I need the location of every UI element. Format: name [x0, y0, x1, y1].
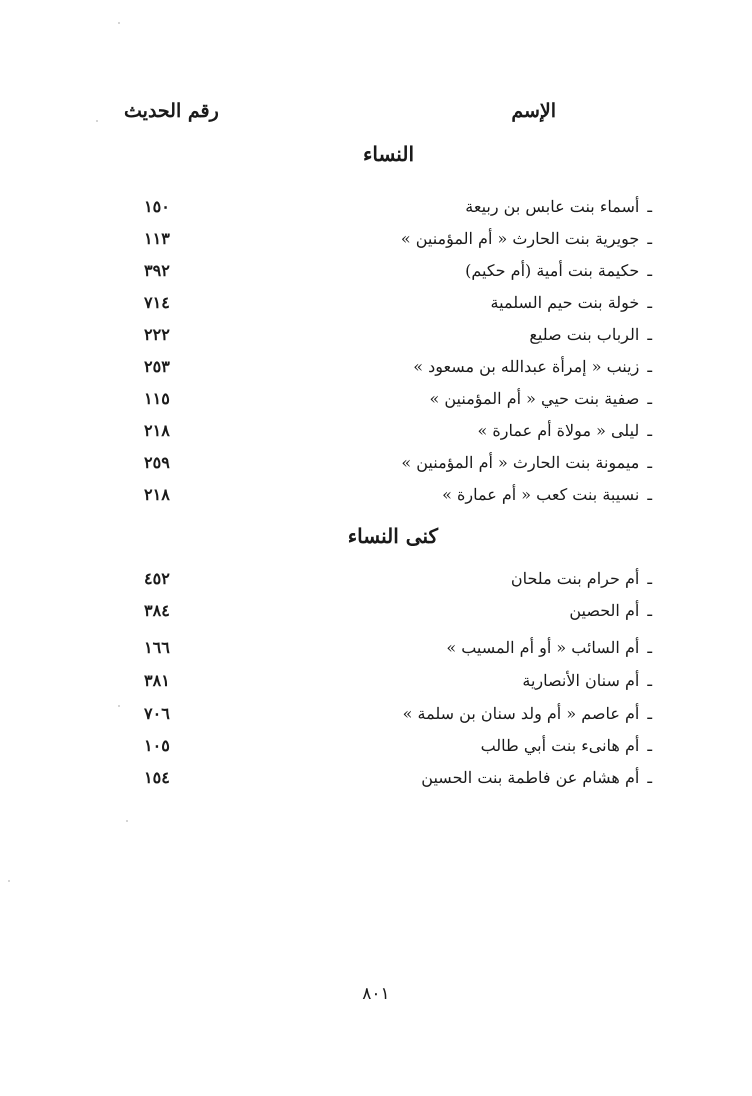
entry-number: ٢١٨ [144, 421, 170, 440]
list-item [0, 225, 752, 253]
entry-name [446, 634, 652, 662]
entry-name [465, 257, 652, 285]
entry-name-text: ميمونة بنت الحارث « أم المؤمنين » [401, 453, 640, 472]
entry-number: ٧١٤ [144, 293, 170, 312]
entry-name [413, 353, 652, 381]
dash-marker: ـ [647, 325, 652, 344]
entry-name [491, 289, 652, 317]
list-item [0, 667, 752, 695]
list-item [0, 193, 752, 221]
entry-name [465, 193, 652, 221]
dash-marker: ـ [647, 736, 652, 755]
entry-number: ٢١٨ [144, 485, 170, 504]
list-item [0, 353, 752, 381]
entry-name [477, 417, 652, 445]
list-item [0, 597, 752, 625]
entry-name-text: أم حرام بنت ملحان [510, 569, 640, 588]
entry-name-text: جويرية بنت الحارث « أم المؤمنين » [400, 229, 640, 248]
page-number: ٨٠١ [362, 984, 390, 1004]
list-item [0, 700, 752, 728]
list-item [0, 634, 752, 662]
dash-marker: ـ [647, 569, 652, 588]
entry-number: ١١٣ [144, 229, 170, 248]
entry-number: ١٠٥ [144, 736, 170, 755]
scan-speck [118, 705, 120, 707]
entry-number: ١١٥ [144, 389, 170, 408]
scan-speck [126, 820, 128, 822]
list-item [0, 764, 752, 792]
entry-name [529, 321, 652, 349]
list-item [0, 321, 752, 349]
entry-number: ١٦٦ [144, 638, 170, 657]
entry-name-text: أم هانىء بنت أبي طالب [480, 736, 640, 755]
entry-name-text: خولة بنت حيم السلمية [490, 293, 640, 312]
section-title-women: النساء [362, 142, 414, 166]
entry-name [401, 449, 652, 477]
scan-speck [96, 120, 98, 122]
list-item [0, 417, 752, 445]
entry-name-text: أسماء بنت عابس بن ربيعة [465, 197, 640, 216]
entry-number: ٤٥٢ [144, 569, 170, 588]
dash-marker: ـ [647, 704, 652, 723]
entry-name-text: نسيبة بنت كعب « أم عمارة » [442, 485, 640, 504]
dash-marker: ـ [647, 768, 652, 787]
dash-marker: ـ [647, 601, 652, 620]
entry-name [442, 481, 652, 509]
entry-name-text: زينب « إمرأة عبدالله بن مسعود » [413, 357, 640, 376]
entry-name [421, 764, 652, 792]
entry-name-text: أم السائب « أو أم المسيب » [446, 638, 640, 657]
entry-number: ٣٩٢ [144, 261, 170, 280]
entry-name [481, 732, 652, 760]
entry-name-text: أم الحصين [569, 601, 640, 620]
entry-number: ٧٠٦ [144, 704, 170, 723]
list-item [0, 449, 752, 477]
scan-speck [118, 22, 120, 24]
dash-marker: ـ [647, 671, 652, 690]
entry-name [403, 700, 652, 728]
dash-marker: ـ [647, 453, 652, 472]
entry-number: ٢٥٩ [144, 453, 170, 472]
entry-name-text: حكيمة بنت أمية (أم حكيم) [465, 261, 640, 280]
dash-marker: ـ [647, 197, 652, 216]
entry-number: ٣٨١ [144, 671, 170, 690]
hadith-number-column-header: رقم الحديث [124, 100, 219, 122]
list-item [0, 385, 752, 413]
list-item [0, 481, 752, 509]
name-column-header: الإسم [511, 100, 556, 122]
entry-name [522, 667, 652, 695]
dash-marker: ـ [647, 357, 652, 376]
list-item [0, 732, 752, 760]
entry-name-text: صفية بنت حيي « أم المؤمنين » [429, 389, 640, 408]
list-item [0, 565, 752, 593]
entry-name [401, 225, 652, 253]
entry-name-text: أم عاصم « أم ولد سنان بن سلمة » [402, 704, 640, 723]
entry-number: ١٥٠ [144, 197, 170, 216]
entry-name [429, 385, 652, 413]
dash-marker: ـ [647, 229, 652, 248]
scan-speck [8, 880, 10, 882]
entry-name-text: أم هشام عن فاطمة بنت الحسين [421, 768, 640, 787]
dash-marker: ـ [647, 293, 652, 312]
dash-marker: ـ [647, 421, 652, 440]
list-item [0, 257, 752, 285]
entry-number: ٢٥٣ [144, 357, 170, 376]
entry-number: ١٥٤ [144, 768, 170, 787]
section-title-women-kunya: كنى النساء [347, 524, 438, 548]
dash-marker: ـ [647, 261, 652, 280]
entry-number: ٢٢٢ [144, 325, 170, 344]
dash-marker: ـ [647, 485, 652, 504]
entry-name-text: أم سنان الأنصارية [522, 671, 640, 690]
entry-name [569, 597, 652, 625]
entry-name-text: ليلى « مولاة أم عمارة » [477, 421, 640, 440]
entry-number: ٣٨٤ [144, 601, 170, 620]
dash-marker: ـ [647, 389, 652, 408]
list-item [0, 289, 752, 317]
entry-name-text: الرباب بنت صليع [529, 325, 640, 344]
dash-marker: ـ [647, 638, 652, 657]
entry-name [511, 565, 652, 593]
